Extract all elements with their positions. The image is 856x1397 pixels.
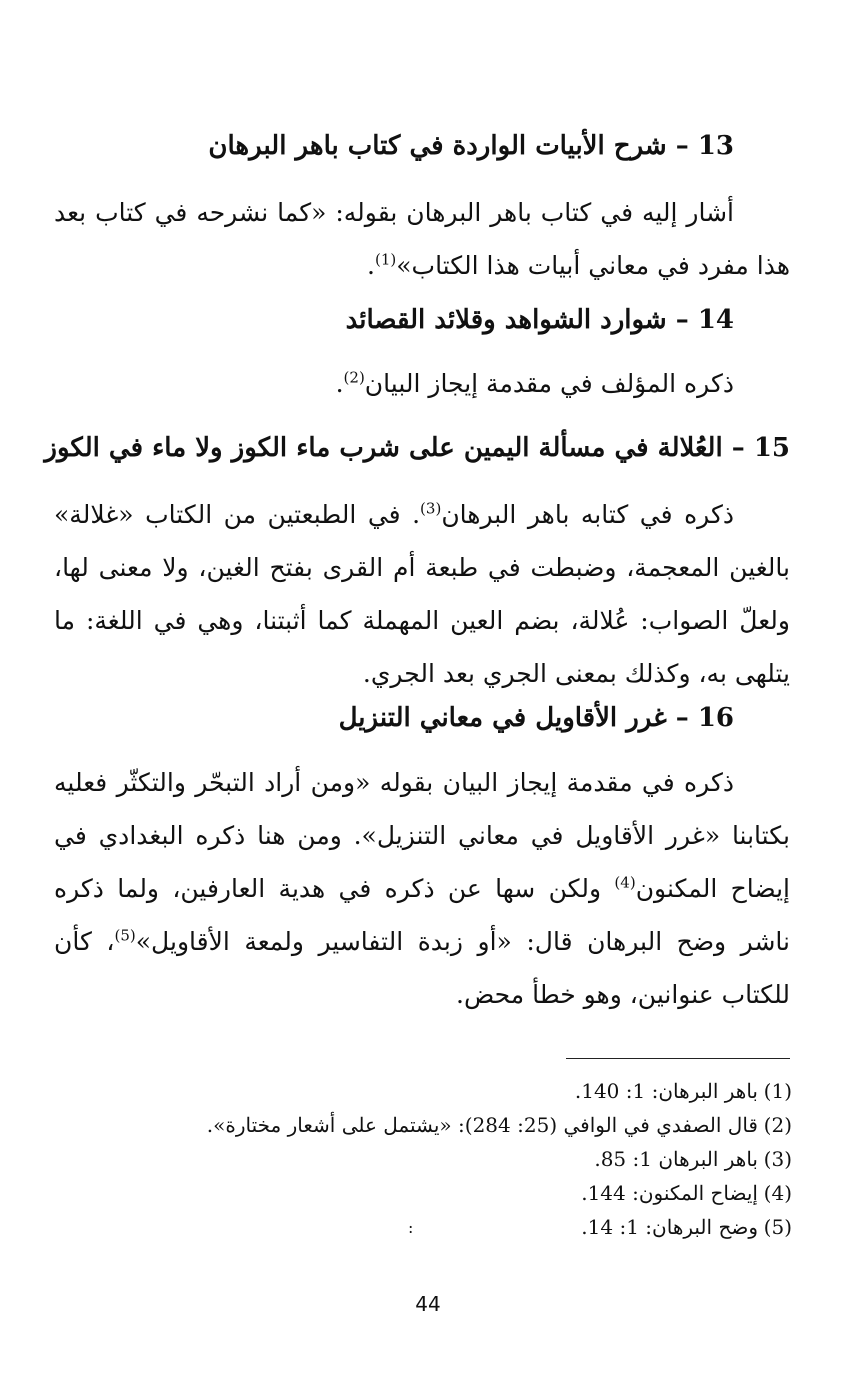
footnote-ref-2: (2) — [343, 368, 365, 387]
body-text: ذكره في مقدمة إيجاز البيان بقوله «ومن أراد التبحّر والتكثّر فعليه بكتابنا «غرر الأقاويل في معاني التنزيل». ومن هنا ذكره البغدادي في إيضاح المكنون — [54, 768, 790, 903]
footnote-ref-1: (1) — [374, 250, 397, 269]
body-text: ذكره في كتابه باهر البرهان — [441, 500, 734, 529]
footnote-separator — [566, 1058, 790, 1059]
body-text-end: . في الطبعتين من الكتاب «غلالة» بالغين المعجمة، وضبطت في طبعة أم القرى بفتح الغين، ولا معنى لها، ولعلّ الصواب: عُلالة، بضم العين المهملة كما أثبتنا، وهي في اللغة: ما يتلهى به، وكذلك بمعنى الجري بعد الجري. — [54, 500, 790, 688]
body-text-end: . — [335, 369, 344, 398]
footnote-item — [52, 1210, 792, 1244]
footnote-text: إيضاح المكنون: 144. — [581, 1181, 758, 1205]
footnote-text: باهر البرهان: 1: 140. — [574, 1079, 758, 1103]
footnote-item — [52, 1142, 792, 1176]
body-text-cont: ولكن سها عن ذكره في هدية العارفين، ولما ذكره ناشر وضح البرهان قال: «أو زبدة التفاسير ولمعة الأقاويل» — [54, 874, 790, 956]
section-body-15 — [54, 488, 790, 700]
footnote-ref-5: (5) — [114, 926, 136, 945]
footnote-text: قال الصفدي في الوافي (25: 284): «يشتمل على أشعار مختارة». — [206, 1113, 758, 1137]
footnote-number: (5) — [763, 1215, 792, 1239]
stray-mark: : — [408, 1218, 414, 1237]
footnotes — [52, 1074, 792, 1244]
footnote-number: (3) — [763, 1147, 792, 1171]
footnote-text: وضح البرهان: 1: 14. — [581, 1215, 758, 1239]
section-heading-15: 15 – العُلالة في مسألة اليمين على شرب ماء الكوز ولا ماء في الكوز — [44, 433, 790, 463]
body-text-end: . — [367, 251, 375, 280]
section-heading-14: 14 – شوارد الشواهد وقلائد القصائد — [345, 305, 734, 335]
body-text: ذكره المؤلف في مقدمة إيجاز البيان — [364, 369, 734, 398]
footnote-text: باهر البرهان 1: 85. — [594, 1147, 758, 1171]
footnote-ref-3: (3) — [420, 499, 442, 518]
footnote-ref-4: (4) — [614, 873, 636, 892]
footnote-number: (2) — [763, 1113, 792, 1137]
body-text: أشار إليه في كتاب باهر البرهان بقوله: «كما نشرحه في كتاب بعد هذا مفرد في معاني أبيات هذا الكتاب» — [54, 198, 790, 280]
footnote-number: (1) — [763, 1079, 792, 1103]
section-body-14 — [336, 364, 734, 404]
section-body-13 — [54, 186, 790, 292]
body-text-end: ، كأن للكتاب عنوانين، وهو خطأ محض. — [54, 927, 790, 1009]
footnote-item — [52, 1108, 792, 1142]
section-body-16 — [54, 756, 790, 1021]
section-heading-13: 13 – شرح الأبيات الواردة في كتاب باهر البرهان — [208, 131, 734, 161]
footnote-item — [52, 1074, 792, 1108]
section-heading-16: 16 – غرر الأقاويل في معاني التنزيل — [338, 703, 734, 733]
footnote-item — [52, 1176, 792, 1210]
page-number: 44 — [415, 1292, 441, 1316]
footnote-number: (4) — [763, 1181, 792, 1205]
